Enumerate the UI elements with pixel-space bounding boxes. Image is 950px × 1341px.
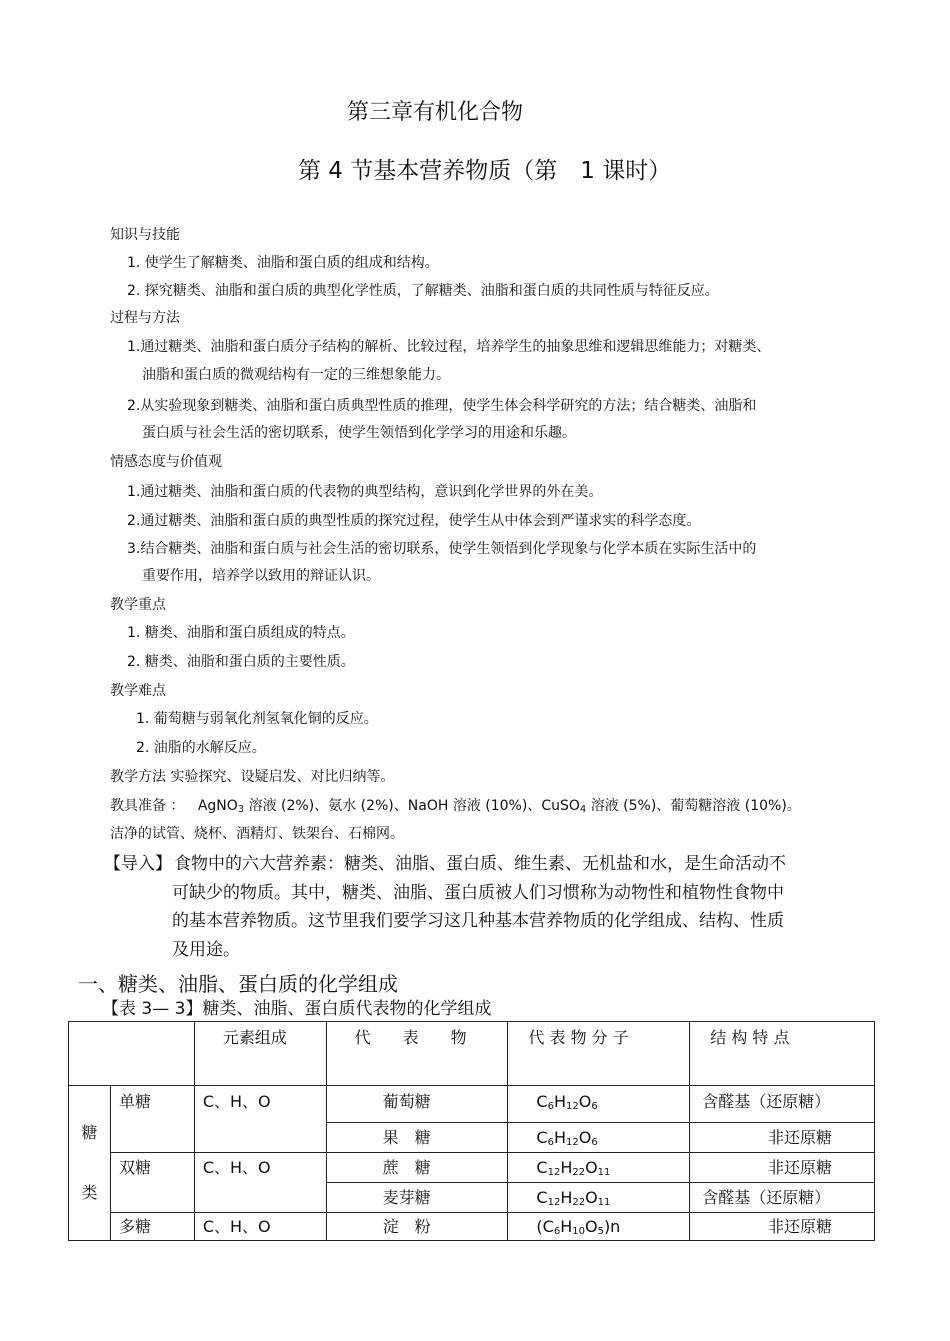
section-title: 第 4 节基本营养物质（第 1 课时） bbox=[298, 158, 672, 184]
formula-cell: $C_{12}H_{22}O_{11}$ bbox=[508, 1153, 690, 1183]
formula-cell: $C_{12}H_{22}O_{11}$ bbox=[508, 1183, 690, 1213]
key-point-item: 1. 糖类、油脂和蛋白质组成的特点。 bbox=[127, 625, 355, 641]
feature-cell: 非还原糖 bbox=[690, 1153, 875, 1183]
teaching-method: 教学方法 实验探究、设疑启发、对比归纳等。 bbox=[110, 769, 395, 785]
table-row bbox=[69, 1213, 875, 1241]
representative-cell: 淀 粉 bbox=[326, 1213, 508, 1241]
subtype-cell: 多糖 bbox=[110, 1213, 194, 1241]
difficulties-heading: 教学难点 bbox=[110, 683, 166, 699]
formula-cell: $(C_6H_{10}O_5)n$ bbox=[508, 1213, 690, 1241]
table-header-elements: 元素组成 bbox=[194, 1022, 326, 1086]
feature-cell: 非还原糖 bbox=[690, 1123, 875, 1153]
difficulty-item: 2. 油脂的水解反应。 bbox=[136, 740, 266, 756]
table-row bbox=[69, 1153, 875, 1183]
composition-table bbox=[68, 1021, 875, 1241]
feature-cell: 含醛基（还原糖） bbox=[690, 1086, 875, 1123]
attitude-heading: 情感态度与价值观 bbox=[110, 454, 222, 470]
equipment-reagents: 溶液 (2%)、氨水 (2%)、NaOH 溶液 (10%)、CuSO bbox=[244, 798, 580, 814]
equipment-agno3-subscript: 3 bbox=[237, 804, 245, 815]
process-item-2-line-1: 2.从实验现象到糖类、油脂和蛋白质典型性质的推理，使学生体会科学研究的方法；结合糖类、油脂和 bbox=[127, 398, 757, 414]
intro-line: 的基本营养物质。这节里我们要学习这几种基本营养物质的化学组成、结构、性质 bbox=[172, 911, 784, 931]
equipment-label: 教具准备 ： bbox=[110, 798, 185, 814]
group-label-sugars bbox=[69, 1086, 111, 1241]
process-item-1-line-1: 1.通过糖类、油脂和蛋白质分子结构的解析、比较过程，培养学生的抽象思维和逻辑思维能力；对糖类、 bbox=[127, 339, 771, 355]
formula-cell: $C_6H_{12}O_6$ bbox=[508, 1123, 690, 1153]
table-header-representative: 代 表 物 bbox=[326, 1022, 508, 1086]
intro-line: 可缺少的物质。其中，糖类、油脂、蛋白质被人们习惯称为动物性和植物性食物中 bbox=[172, 883, 784, 903]
representative-cell: 蔗 糖 bbox=[326, 1153, 508, 1183]
attitude-item-1: 1.通过糖类、油脂和蛋白质的代表物的典型结构，意识到化学世界的外在美。 bbox=[127, 484, 603, 500]
intro-line: 及用途。 bbox=[172, 940, 240, 960]
section-1-heading: 一、糖类、油脂、蛋白质的化学组成 bbox=[78, 972, 398, 996]
process-item-1-line-2: 油脂和蛋白质的微观结构有一定的三维想象能力。 bbox=[142, 367, 450, 383]
intro-label: 【导入】 bbox=[104, 854, 172, 874]
table-header-structure: 结 构 特 点 bbox=[690, 1022, 875, 1086]
knowledge-item: 2. 探究糖类、油脂和蛋白质的典型化学性质，了解糖类、油脂和蛋白质的共同性质与特征反应。 bbox=[127, 283, 719, 299]
table-header-blank bbox=[69, 1022, 195, 1086]
group-label-char-1: 糖 bbox=[81, 1123, 98, 1142]
attitude-item-3-line-2: 重要作用，培养学以致用的辩证认识。 bbox=[142, 568, 380, 584]
table-header-row bbox=[69, 1022, 875, 1086]
table-header-molecule: 代 表 物 分 子 bbox=[508, 1022, 690, 1086]
chapter-title: 第三章有机化合物 bbox=[347, 100, 524, 125]
equipment-line-1 bbox=[110, 796, 801, 816]
knowledge-item: 1. 使学生了解糖类、油脂和蛋白质的组成和结构。 bbox=[127, 255, 439, 271]
equipment-cuso4-subscript: 4 bbox=[579, 804, 587, 815]
process-item-2-line-2: 蛋白质与社会生活的密切联系，使学生领悟到化学学习的用途和乐趣。 bbox=[142, 425, 576, 441]
equipment-agno3: AgNO bbox=[197, 798, 238, 814]
feature-cell: 非还原糖 bbox=[690, 1213, 875, 1241]
intro-line: 食物中的六大营养素：糖类、油脂、蛋白质、维生素、无机盐和水，是生命活动不 bbox=[174, 854, 786, 874]
elements-cell: C、H、O bbox=[194, 1153, 326, 1213]
group-label-char-2: 类 bbox=[81, 1183, 98, 1202]
subtype-cell: 单糖 bbox=[110, 1086, 194, 1153]
attitude-item-3-line-1: 3.结合糖类、油脂和蛋白质与社会生活的密切联系，使学生领悟到化学现象与化学本质在实际生活中的 bbox=[127, 541, 757, 557]
formula-cell: $C_6H_{12}O_6$ bbox=[508, 1086, 690, 1123]
knowledge-heading: 知识与技能 bbox=[110, 227, 180, 243]
subtype-cell: 双糖 bbox=[110, 1153, 194, 1213]
equipment-reagents-end: 溶液 (5%)、葡萄糖溶液 (10%)。 bbox=[586, 798, 801, 814]
table-caption: 【表 3— 3】糖类、油脂、蛋白质代表物的化学组成 bbox=[102, 999, 492, 1019]
attitude-item-2: 2.通过糖类、油脂和蛋白质的典型性质的探究过程，使学生从中体会到严谨求实的科学态度。 bbox=[127, 513, 701, 529]
difficulty-item: 1. 葡萄糖与弱氧化剂氢氧化铜的反应。 bbox=[136, 711, 378, 727]
equipment-line-2: 洁净的试管、烧杯、酒精灯、铁架台、石棉网。 bbox=[110, 826, 404, 842]
representative-cell: 麦芽糖 bbox=[326, 1183, 508, 1213]
elements-cell: C、H、O bbox=[194, 1086, 326, 1153]
representative-cell: 果 糖 bbox=[326, 1123, 508, 1153]
key-point-item: 2. 糖类、油脂和蛋白质的主要性质。 bbox=[127, 654, 355, 670]
process-heading: 过程与方法 bbox=[110, 310, 180, 326]
table-row bbox=[69, 1086, 875, 1123]
feature-cell: 含醛基（还原糖） bbox=[690, 1183, 875, 1213]
elements-cell: C、H、O bbox=[194, 1213, 326, 1241]
key-points-heading: 教学重点 bbox=[110, 597, 166, 613]
representative-cell: 葡萄糖 bbox=[326, 1086, 508, 1123]
